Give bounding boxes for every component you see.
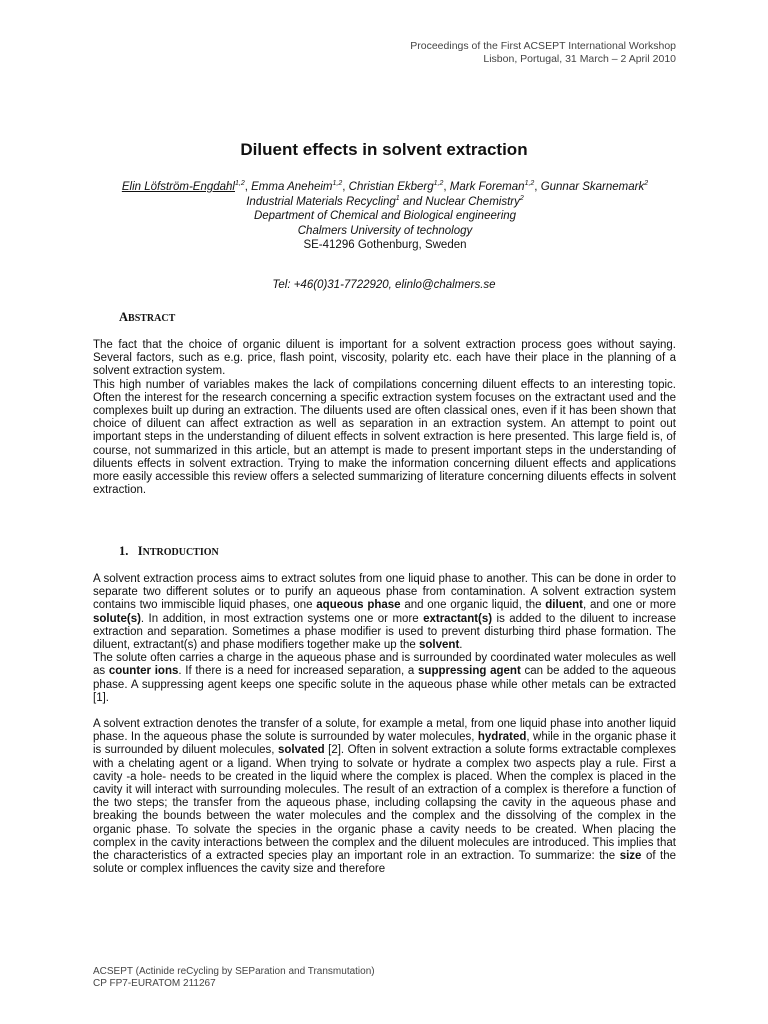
abstract-body bbox=[93, 339, 676, 497]
footer-line-2: CP FP7-EURATOM 211267 bbox=[93, 978, 216, 989]
abstract-paragraph-1: The fact that the choice of organic diluent is important for a solvent extraction process goes without saying. Several factors, such as e.g. price, flash point, viscosity, polarity etc. each have their place in the planning of a solvent extraction system. bbox=[93, 339, 676, 378]
introduction-body bbox=[93, 573, 676, 876]
intro-paragraph-2: The solute often carries a charge in the aqueous phase and is surrounded by coordinated water molecules as well as counter ions. If there is a need for increased separation, a suppressing agent can be added to the aqueous phase. A suppressing agent keeps one specific solute in the aqueous phase while other metals can be extracted [1]. bbox=[93, 652, 676, 704]
author-block bbox=[110, 180, 660, 253]
proceedings-header bbox=[410, 40, 676, 66]
author-1: Elin Löfström-Engdahl bbox=[121, 181, 235, 193]
page-footer bbox=[93, 966, 375, 990]
author-3-sup: 1,2 bbox=[433, 180, 444, 188]
paper-title: Diluent effects in solvent extraction bbox=[240, 140, 528, 159]
author-5: Gunnar Skarnemark bbox=[540, 181, 645, 193]
author-2: Emma Aneheim bbox=[251, 181, 333, 193]
author-3: Christian Ekberg bbox=[348, 181, 434, 193]
header-line-1: Proceedings of the First ACSEPT International Workshop bbox=[410, 40, 676, 52]
footer-line-1: ACSEPT (Actinide reCycling by SEParation and Transmutation) bbox=[93, 966, 375, 977]
header-line-2: Lisbon, Portugal, 31 March – 2 April 2010 bbox=[483, 53, 676, 65]
author-5-sup: 2 bbox=[644, 180, 649, 188]
author-4-sup: 1,2 bbox=[524, 180, 535, 188]
author-1-sup: 1,2 bbox=[235, 180, 245, 188]
abstract-heading: ABSTRACT bbox=[119, 310, 176, 324]
abstract-paragraph-2: This high number of variables makes the lack of compilations concerning diluent effects to an interesting topic. Often the interest for the research concerning a specific extraction system focuses on the extractant used and the complexes built up during an extraction. The diluents used are often classical ones, even if it has been shown that choice of diluent can affect extraction as well as separation in an extraction system. An attempt to point out important steps in the understanding of diluent effects in solvent extraction is here presented. This large field is, of course, not summarized in this article, but an attempt is made to present important steps in the understanding of diluents effects in solvent extraction. Trying to make the information concerning diluent effects and applications more easily accessible this review offers a selected summarizing of literature concerning diluents effects in solvent extraction. bbox=[93, 378, 676, 497]
affiliation-line-1: Industrial Materials Recycling$^1$ and Nuclear Chemistry$^2$ bbox=[246, 194, 524, 208]
intro-paragraph-1: A solvent extraction process aims to extract solutes from one liquid phase to another. This can be done in order to separate two different solutes or to purify an aqueous phase from contamination. A solvent extraction system contains two immiscible liquid phases, one aqueous phase and one organic liquid, the diluent, and one or more solute(s). In addition, in most extraction systems one or more extractant(s) is added to the diluent to increase extraction and separation. Sometimes a phase modifier is used to prevent disturbing third phase formation. The diluent, extractant(s) and phase modifiers together make up the solvent. bbox=[93, 573, 677, 652]
affiliation-line-2: Department of Chemical and Biological engineering bbox=[253, 210, 517, 222]
author-list: Elin Löfström-Engdahl$^{1,2}$, Emma Aneheim$^{1,2}$, Christian Ekberg$^{1,2}$, Mark Foreman$^{1,2}$, Gunnar Skarnemark$^2$ bbox=[121, 180, 649, 193]
intro-paragraph-3: A solvent extraction denotes the transfer of a solute, for example a metal, from one liquid phase into another liquid phase. In the aqueous phase the solute is surrounded by water molecules, hydrated, while in the organic phase it is surrounded by diluent molecules, solvated [2]. Often in solvent extraction a solute forms extractable complexes with a chelating agent or a ligand. When trying to solvate or hydrate a complex two aspects play a rule. First a cavity -a hole- needs to be created in the liquid where the complex is placed. When the complex is placed in the cavity it will interact with surrounding molecules. The result of an extraction of a complex is therefore a function of the two steps; the transfer from the aqueous phase, including collapsing the cavity in the aqueous phase and breaking the bounds between the water molecules and the complex and the dissolving of the complex in the organic phase. To solvate the species in the organic phase a cavity needs to be created. When placing the complex in the cavity interactions between the complex and the diluent molecules are introduced. This implies that the characteristics of a extracted species play an important role in an extraction. To summarize: the size of the solute or complex influences the cavity size and therefore bbox=[93, 718, 677, 876]
affiliation-line-3: Chalmers University of technology bbox=[297, 224, 473, 237]
affiliation-line-4: SE-41296 Gothenburg, Sweden bbox=[303, 239, 467, 251]
author-4: Mark Foreman bbox=[449, 181, 525, 193]
contact-line: Tel: +46(0)31-7722920, elinlo@chalmers.se bbox=[272, 279, 496, 291]
author-2-sup: 1,2 bbox=[332, 180, 343, 188]
introduction-heading: 1. INTRODUCTION bbox=[119, 544, 219, 558]
